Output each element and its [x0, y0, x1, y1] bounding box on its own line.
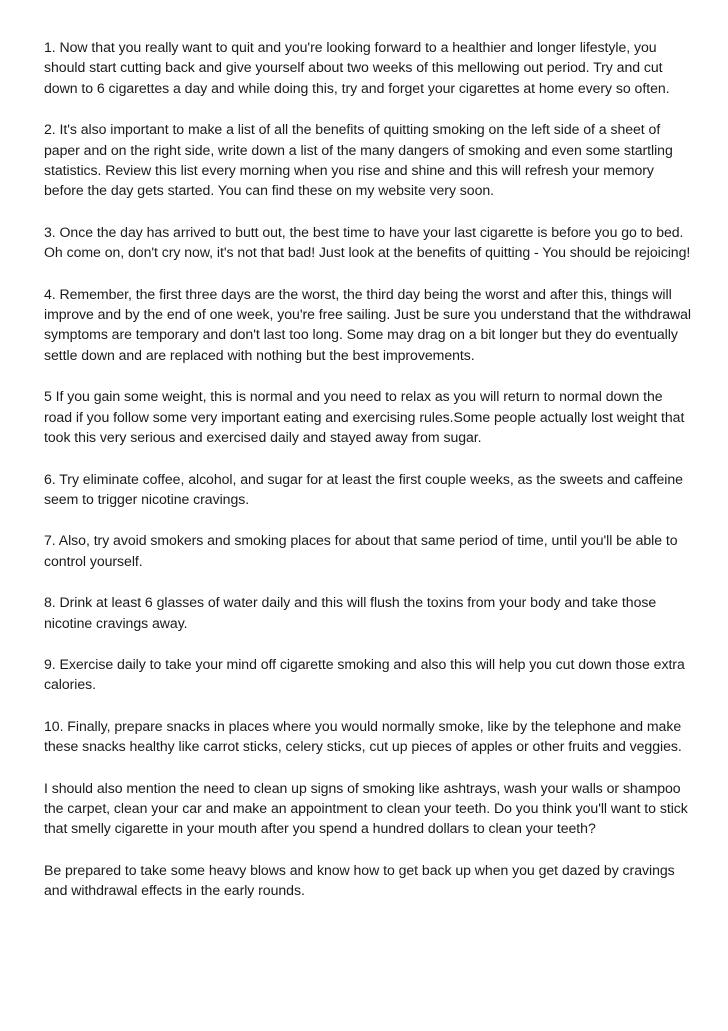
paragraph-9: 9. Exercise daily to take your mind off cigarette smoking and also this will help you cut down those extra calories. [44, 655, 685, 693]
paragraph-10: 10. Finally, prepare snacks in places where you would normally smoke, like by the telephone and make these snacks healthy like carrot sticks, celery sticks, cut up pieces of apples or other fruits and veggies. [44, 717, 682, 755]
paragraph-11: I should also mention the need to clean up signs of smoking like ashtrays, wash your walls or shampoo the carpet, clean your car and make an appointment to clean your teeth. Do you think you'll want to stick that smelly cigarette in your mouth after you spend a hundred dollars to clean your teeth? [44, 779, 688, 837]
paragraph-3: 3. Once the day has arrived to butt out, the best time to have your last cigarette is before you go to bed. Oh come on, don't cry now, it's not that bad! Just look at the benefits of quitting - You should be rejoicing! [44, 223, 691, 261]
paragraph-5: 5 If you gain some weight, this is normal and you need to relax as you will return to normal down the road if you follow some very important eating and exercising rules.Some people actually lost weight that took this very serious and exercised daily and stayed away from sugar. [44, 388, 685, 446]
paragraph-2: 2. It's also important to make a list of all the benefits of quitting smoking on the left side of a sheet of paper and on the right side, write down a list of the many dangers of smoking and even some startling statistics. Review this list every morning when you rise and shine and this will refresh your memory before the day gets started. You can find these on my website very soon. [44, 121, 673, 199]
paragraph-4: 4. Remember, the first three days are the worst, the third day being the worst and after this, things will improve and by the end of one week, you're free sailing. Just be sure you understand that the withdrawal symptoms are temporary and don't last too long. Some may drag on a bit longer but they do eventually settle down and are replaced with nothing but the best improvements. [44, 285, 691, 363]
paragraph-12: Be prepared to take some heavy blows and know how to get back up when you get dazed by cravings and withdrawal effects in the early rounds. [44, 861, 675, 899]
paragraph-7: 7. Also, try avoid smokers and smoking places for about that same period of time, until you'll be able to control yourself. [44, 532, 678, 569]
paragraph-1: 1. Now that you really want to quit and you're looking forward to a healthier and longer lifestyle, you should start cutting back and give yourself about two weeks of this mellowing out period. Try and cut down to 6 cigarettes a day and while doing this, try and forget your cigarettes at home every so often. [44, 39, 670, 96]
document-page [44, 37, 694, 922]
paragraph-8: 8. Drink at least 6 glasses of water daily and this will flush the toxins from your body and take those nicotine cravings away. [44, 594, 657, 631]
paragraph-6: 6. Try eliminate coffee, alcohol, and sugar for at least the first couple weeks, as the sweets and caffeine seem to trigger nicotine cravings. [44, 470, 683, 507]
